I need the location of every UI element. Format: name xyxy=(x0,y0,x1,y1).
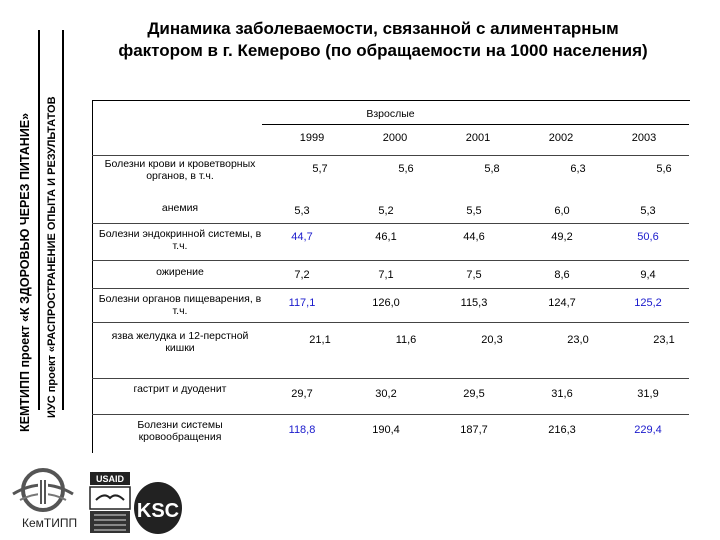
table-row-separator xyxy=(92,414,689,415)
table-cell: 126,0 xyxy=(372,297,400,309)
table-cell: 5,6 xyxy=(398,163,414,175)
row-label: Болезни системы кровообращения xyxy=(137,419,223,443)
side-divider-1 xyxy=(38,30,40,410)
table-cell: 31,6 xyxy=(551,388,573,400)
table-cell: 216,3 xyxy=(548,424,576,436)
kemtipp-logo-text: КемТИПП xyxy=(22,516,78,530)
page-title: Динамика заболеваемости, связанной с алиментарным фактором в г. Кемерово (по обращаемости на 1000 населения) xyxy=(118,19,648,60)
table-cell: 7,2 xyxy=(294,269,310,281)
row-label: ожирение xyxy=(156,266,204,278)
table-cell-highlighted: 50,6 xyxy=(637,231,659,243)
table-cell: 49,2 xyxy=(551,231,573,243)
table-row-separator xyxy=(92,288,689,289)
row-label: язва желудка и 12-перстной кишки xyxy=(111,330,249,354)
year-header: 2001 xyxy=(465,132,491,144)
usaid-logo-icon xyxy=(88,470,132,536)
table-cell-highlighted: 44,7 xyxy=(291,231,313,243)
table-cell: 11,6 xyxy=(395,334,417,346)
table-cell: 20,3 xyxy=(481,334,503,346)
kemtipp-logo-icon xyxy=(8,464,78,516)
row-label: Болезни органов пищеварения, в т.ч. xyxy=(98,293,262,317)
table-cell: 7,1 xyxy=(378,269,394,281)
row-label: Болезни эндокринной системы, в т.ч. xyxy=(98,228,262,252)
table-cell: 29,7 xyxy=(291,388,313,400)
year-header: 2003 xyxy=(631,132,657,144)
table-cell: 5,5 xyxy=(466,205,482,217)
table-cell: 115,3 xyxy=(460,297,488,309)
table-cell-highlighted: 117,1 xyxy=(288,297,316,309)
table-cell-highlighted: 229,4 xyxy=(634,424,662,436)
table-cell: 30,2 xyxy=(375,388,397,400)
ksc-logo-icon xyxy=(132,480,184,536)
side-caption-project: КЕМТИПП проект «К ЗДОРОВЬЮ ЧЕРЕЗ ПИТАНИЕ» xyxy=(18,112,32,432)
table-cell: 6,0 xyxy=(554,205,570,217)
table-cell: 23,1 xyxy=(653,334,675,346)
row-label: Болезни крови и кроветворных органов, в т.ч. xyxy=(104,158,256,182)
ksc-logo-text: KSC xyxy=(136,500,180,522)
table-cell: 190,4 xyxy=(372,424,400,436)
table-cell: 5,8 xyxy=(484,163,500,175)
usaid-logo-text: USAID xyxy=(95,474,125,484)
table-cell: 7,5 xyxy=(466,269,482,281)
row-label: гастрит и дуоденит xyxy=(133,383,227,395)
row-label: анемия xyxy=(161,202,199,214)
table-row-separator xyxy=(92,223,689,224)
table-cell: 9,4 xyxy=(640,269,656,281)
side-divider-2 xyxy=(62,30,64,410)
table-cell: 5,7 xyxy=(312,163,328,175)
table-cell: 31,9 xyxy=(637,388,659,400)
table-cell-highlighted: 118,8 xyxy=(288,424,316,436)
side-caption-ius-project: ИУС проект «РАСПРОСТРАНЕНИЕ ОПЫТА И РЕЗУЛЬТАТОВ xyxy=(46,96,58,418)
table-row-separator xyxy=(92,378,689,379)
table-row-separator xyxy=(92,322,689,323)
table-group-header: Взрослые xyxy=(366,108,415,120)
year-header: 2002 xyxy=(548,132,574,144)
table-row-separator xyxy=(92,155,689,156)
table-cell: 8,6 xyxy=(554,269,570,281)
table-cell: 6,3 xyxy=(570,163,586,175)
table-cell: 21,1 xyxy=(309,334,331,346)
table-cell: 44,6 xyxy=(463,231,485,243)
table-cell: 5,2 xyxy=(378,205,394,217)
table-cell: 23,0 xyxy=(567,334,589,346)
table-cell-highlighted: 125,2 xyxy=(634,297,662,309)
table-cell: 29,5 xyxy=(463,388,485,400)
table-cell: 46,1 xyxy=(375,231,397,243)
year-header: 2000 xyxy=(382,132,408,144)
table-cell: 5,6 xyxy=(656,163,672,175)
table-row-separator xyxy=(92,260,689,261)
year-header-rule xyxy=(262,124,689,125)
table-cell: 5,3 xyxy=(294,205,310,217)
table-cell: 187,7 xyxy=(460,424,488,436)
year-header: 1999 xyxy=(299,132,325,144)
table-cell: 124,7 xyxy=(548,297,576,309)
table-cell: 5,3 xyxy=(640,205,656,217)
